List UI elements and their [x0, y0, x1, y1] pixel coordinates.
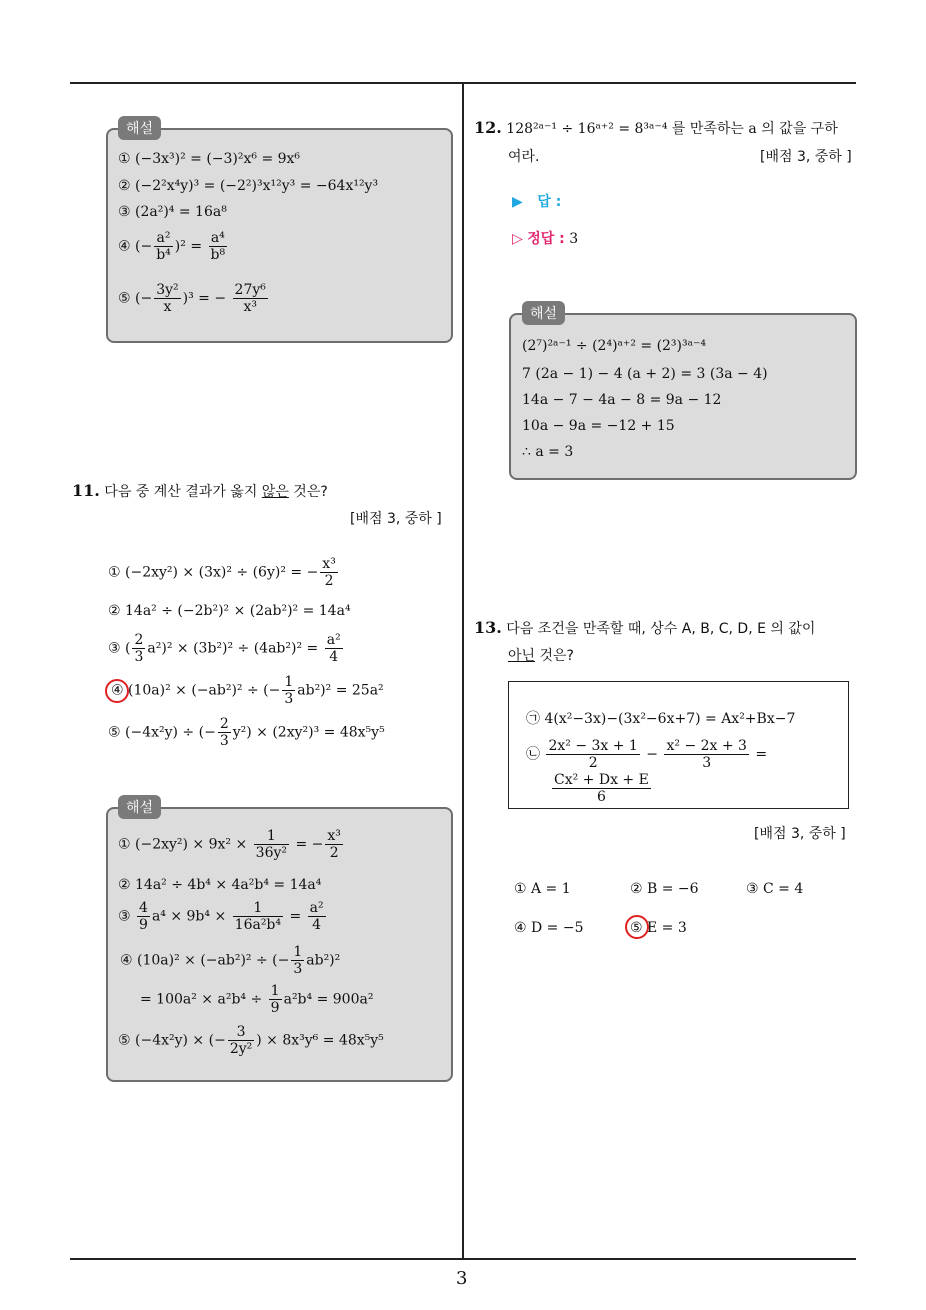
q10-solution-line-2: ② (−2²x⁴y)³ = (−2²)³x¹²y³ = −64x¹²y³ — [118, 178, 379, 194]
q11-question: 11. 다음 중 계산 결과가 옳지 않은 것은? — [72, 481, 328, 500]
q11-choice-3[interactable]: ③ ( $\frac{2}{3}$ a²)² × (3b²)² ÷ (4ab²)² = $\frac{\text{a²}}{4}$ — [108, 632, 341, 665]
q11-solution-line-3: ③ $\frac{4}{9}$ a⁴ × 9b⁴ × $\frac{1}{\text{16a²b⁴}}$ = $\frac{\text{a²}}{4}$ — [118, 900, 324, 933]
q10-solution-tab: 해설 — [118, 116, 161, 140]
q12-correct-row: ▷ 정답 : 3 — [512, 231, 579, 247]
q13-question: 13. 다음 조건을 만족할 때, 상수 A, B, C, D, E 의 값이 — [474, 618, 816, 637]
q11-solution-line-5: ⑤ (−4x²y) × (− $\frac{3}{\text{2y²}}$ ) × 8x³y⁶ = 48x⁵y⁵ — [118, 1024, 384, 1057]
play-outline-icon: ▷ — [512, 231, 523, 247]
q11-solution-line-4: ④ (10a)² × (−ab²)² ÷ (− $\frac{1}{3}$ ab²)² — [120, 944, 341, 977]
q11-choice-2[interactable]: ② 14a² ÷ (−2b²)² × (2ab²)² = 14a⁴ — [108, 603, 351, 619]
q13-condition-1: ㉠ 4(x²−3x)−(3x²−6x+7) = Ax²+Bx−7 — [526, 711, 796, 727]
q13-question-cont: 아닌 것은? — [508, 648, 574, 664]
q10-solution-line-5: ⑤ (− $\frac{\text{3y²}}{x}$ )³ = − $\frac{\text{27y⁶}}{\text{x³}}$ — [118, 282, 266, 315]
q12-answer-row[interactable]: ▶ 답 : — [512, 194, 562, 210]
play-icon: ▶ — [512, 194, 523, 210]
q10-solution-line-3: ③ (2a²)⁴ = 16a⁸ — [118, 204, 227, 220]
q11-solution-line-2: ② 14a² ÷ 4b⁴ × 4a²b⁴ = 14a⁴ — [118, 877, 322, 893]
q11-solution-line-4-cont: = 100a² × a²b⁴ ÷ $\frac{1}{9}$ a²b⁴ = 900a² — [140, 983, 374, 1016]
q13-choice-4[interactable]: ④ D = −5 — [514, 920, 584, 936]
q12-question: 12. 128²ᵃ⁻¹ ÷ 16ᵃ⁺² = 8³ᵃ⁻⁴ 를 만족하는 a 의 값을 구하 — [474, 118, 838, 137]
q12-solution-line-4: 10a − 9a = −12 + 15 — [522, 418, 675, 434]
bottom-rule — [70, 1258, 856, 1260]
q13-choice-2[interactable]: ② B = −6 — [630, 881, 699, 897]
q13-meta: [배점 3, 중하 ] — [754, 826, 846, 842]
q10-solution-line-1: ① (−3x³)² = (−3)²x⁶ = 9x⁶ — [118, 151, 301, 167]
q12-solution-line-2: 7 (2a − 1) − 4 (a + 2) = 3 (3a − 4) — [522, 366, 768, 382]
q12-solution-tab: 해설 — [522, 301, 565, 325]
q12-meta: [배점 3, 중하 ] — [760, 149, 852, 165]
q11-choice-5[interactable]: ⑤ (−4x²y) ÷ (− $\frac{2}{3}$ y²) × (2xy²)³ = 48x⁵y⁵ — [108, 716, 385, 749]
q13-condition-2-rhs: $\frac{\text{Cx² + Dx + E}}{6}$ — [554, 772, 649, 805]
q13-choice-3[interactable]: ③ C = 4 — [746, 881, 804, 897]
q11-solution-line-1: ① (−2xy²) × 9x² × $\frac{1}{\text{36y²}}$ = − $\frac{\text{x³}}{2}$ — [118, 828, 341, 861]
q13-choice-5[interactable]: ⑤ E = 3 — [630, 920, 687, 936]
q11-solution-tab: 해설 — [118, 795, 161, 819]
q12-solution-line-1: (2⁷)²ᵃ⁻¹ ÷ (2⁴)ᵃ⁺² = (2³)³ᵃ⁻⁴ — [522, 338, 707, 354]
q13-condition-2: ㉡ $\frac{\text{2x² − 3x + 1}}{2}$ − $\frac{\text{x² − 2x + 3}}{3}$ = — [526, 738, 768, 771]
q11-meta: [배점 3, 중하 ] — [350, 511, 442, 527]
q11-choice-1[interactable]: ① (−2xy²) × (3x)² ÷ (6y)² = − $\frac{\text{x³}}{2}$ — [108, 556, 336, 589]
q12-solution-line-5: ∴ a = 3 — [522, 444, 574, 460]
page-number: 3 — [456, 1268, 468, 1289]
q13-choice-1[interactable]: ① A = 1 — [514, 881, 571, 897]
q11-choice-4[interactable]: ④ (10a)² × (−ab²)² ÷ (− $\frac{1}{3}$ ab²)² = 25a² — [111, 674, 384, 707]
q12-solution-line-3: 14a − 7 − 4a − 8 = 9a − 12 — [522, 392, 722, 408]
q10-solution-line-4: ④ (− $\frac{\text{a²}}{\text{b⁴}}$ )² = $\frac{\text{a⁴}}{\text{b⁸}}$ — [118, 230, 226, 263]
column-divider — [462, 84, 464, 1259]
q12-question-cont: 여라. — [508, 149, 540, 165]
